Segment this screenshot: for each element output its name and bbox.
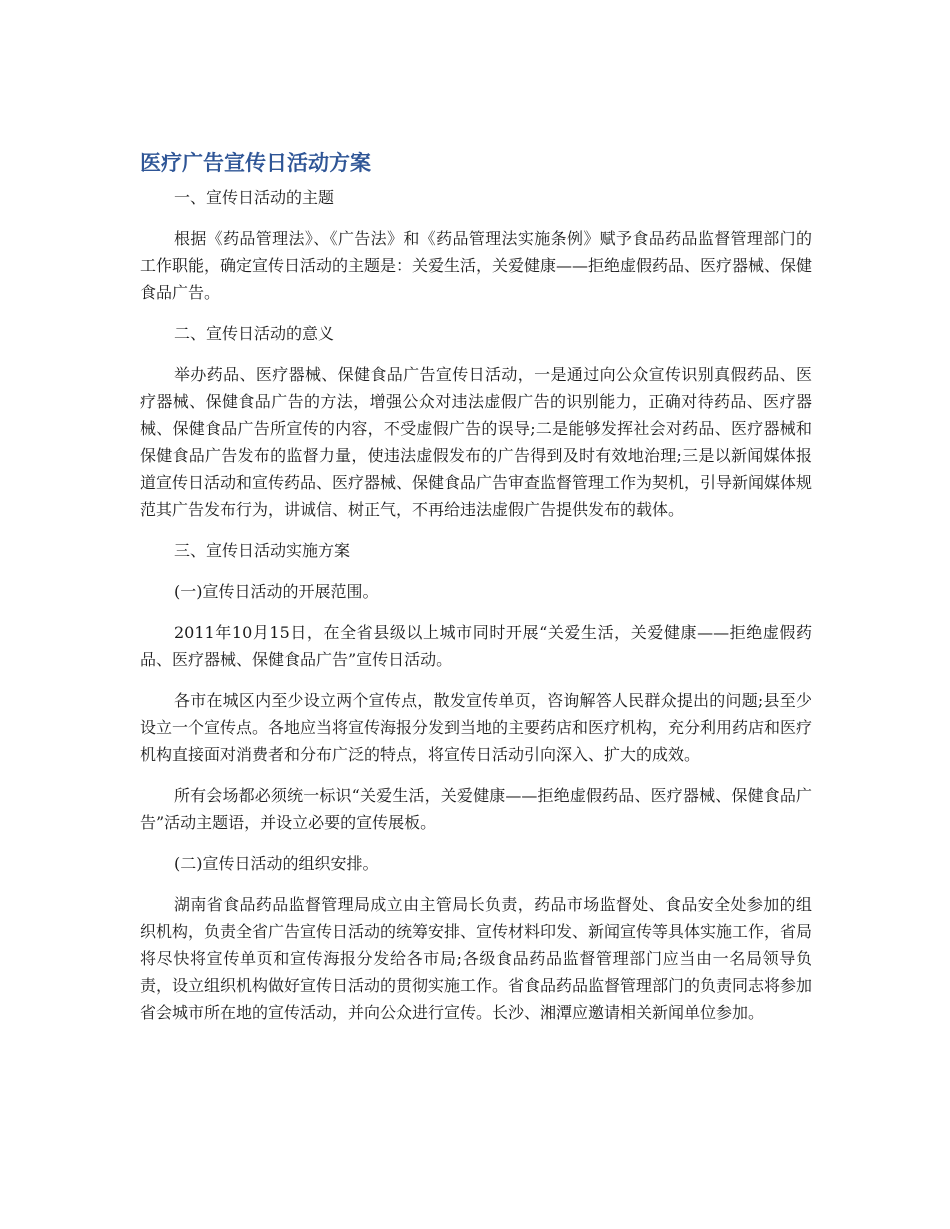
paragraph-venue-signage: 所有会场都必须统一标识“关爱生活，关爱健康——拒绝虚假药品、医疗器械、保健食品广告”活动主题语，并设立必要的宣传展板。 — [140, 786, 812, 832]
document-body — [140, 184, 812, 1026]
paragraph-locations: 各市在城区内至少设立两个宣传点，散发宣传单页，咨询解答人民群众提出的问题;县至少设立一个宣传点。各地应当将宣传海报分发到当地的主要药店和医疗机构，充分利用药店和医疗机构直接面对消费者和分布广泛的特点，将宣传日活动引向深入、扩大的成效。 — [140, 691, 813, 764]
paragraph-theme: 根据《药品管理法》、《广告法》和《药品管理法实施条例》赋予食品药品监督管理部门的工作职能，确定宣传日活动的主题是：关爱生活，关爱健康——拒绝虚假药品、医疗器械、保健食品广告。 — [140, 229, 813, 302]
document-page — [140, 148, 812, 1040]
subsection-heading-2: (二)宣传日活动的组织安排。 — [174, 854, 379, 873]
section-heading-1: 一、宣传日活动的主题 — [174, 188, 335, 207]
paragraph-organization: 湖南省食品药品监督管理局成立由主管局长负责，药品市场监督处、食品安全处参加的组织机构，负责全省广告宣传日活动的统筹安排、宣传材料印发、新闻宣传等具体实施工作，省局将尽快将宣传单页和宣传海报分发给各市局;各级食品药品监督管理部门应当由一名局领导负责，设立组织机构做好宣传日活动的贯彻实施工作。省食品药品监督管理部门的负责同志将参加省会城市所在地的宣传活动，并向公众进行宣传。长沙、湘潭应邀请相关新闻单位参加。 — [140, 895, 813, 1022]
document-title: 医疗广告宣传日活动方案 — [140, 151, 371, 175]
section-heading-2: 二、宣传日活动的意义 — [174, 324, 335, 343]
paragraph-date-scope: 2011年10月15日，在全省县级以上城市同时开展“关爱生活，关爱健康——拒绝虚假药品、医疗器械、保健食品广告”宣传日活动。 — [140, 623, 812, 669]
paragraph-significance: 举办药品、医疗器械、保健食品广告宣传日活动，一是通过向公众宣传识别真假药品、医疗器械、保健食品广告的方法，增强公众对违法虚假广告的识别能力，正确对待药品、医疗器械、保健食品广告所宣传的内容，不受虚假广告的误导;二是能够发挥社会对药品、医疗器械和保健食品广告发布的监督力量，使违法虚假发布的广告得到及时有效地治理;三是以新闻媒体报道宣传日活动和宣传药品、医疗器械、保健食品广告审查监督管理工作为契机，引导新闻媒体规范其广告发布行为，讲诚信、树正气，不再给违法虚假广告提供发布的载体。 — [140, 365, 813, 519]
section-heading-3: 三、宣传日活动实施方案 — [174, 541, 351, 560]
subsection-heading-1: (一)宣传日活动的开展范围。 — [174, 582, 379, 601]
